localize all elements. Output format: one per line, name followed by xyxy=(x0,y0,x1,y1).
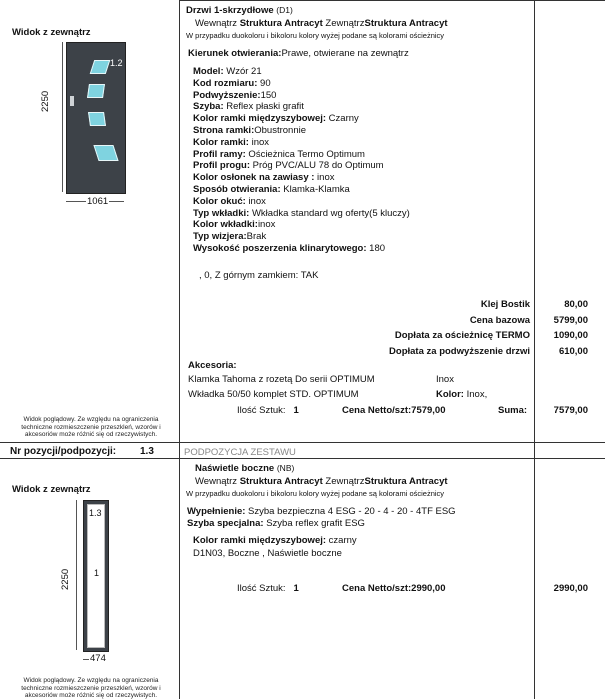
door-handle-icon xyxy=(70,96,74,106)
spec-row xyxy=(193,231,410,243)
spec-value: inox xyxy=(248,136,270,148)
price-label: Dopłata za podwyższenie drzwi xyxy=(389,345,530,357)
spec-value: Próg PVC/ALU 78 do Optimum xyxy=(250,160,384,172)
spec-value: inox xyxy=(245,195,266,207)
spec-value: Wzór 21 xyxy=(223,66,262,77)
pos1-sum-value: 7579,00 xyxy=(553,405,588,416)
pos1-preview-note: Widok poglądowy. Ze względu na ograniczenia techniczne rozmieszczenie przeszkleń, wzorów i akcesoriów może różnić się od rzeczywistych. xyxy=(21,416,161,438)
pos2-view-label: Widok z zewnątrz xyxy=(12,484,91,495)
spec-row xyxy=(193,219,410,231)
acc-item-1-color: Inox xyxy=(436,374,454,385)
spec-label: Wysokość poszerzenia klinarytowego: xyxy=(193,242,367,254)
spec-value: 150 xyxy=(260,89,277,101)
pos1-view-label: Widok z zewnątrz xyxy=(12,27,91,38)
panel-height-label: 2250 xyxy=(60,568,71,590)
col-divider-right xyxy=(534,0,535,699)
pos2-net-price: Cena Netto/szt:2990,00 xyxy=(342,583,446,594)
acc-item-2-name: Wkładka 50/50 komplet STD. OPTIMUM xyxy=(188,389,359,400)
pos1-pricing-values xyxy=(536,297,588,359)
panel-width-label: 474 xyxy=(90,653,106,664)
spec-label: Podwyższenie: xyxy=(193,89,261,101)
spec-label: Kolor ramki: xyxy=(193,136,249,148)
spec-row xyxy=(193,66,410,78)
spec-label: Sposób otwierania: xyxy=(193,183,281,195)
spec-row xyxy=(193,149,410,161)
spec-value: Ościeżnica Termo Optimum xyxy=(245,148,365,160)
col-divider-left xyxy=(179,0,180,699)
spec-label: Kolor ramki międzyszybowej: xyxy=(193,113,327,125)
pos1-sum-label: Suma: xyxy=(498,405,528,416)
price-label: Cena bazowa xyxy=(469,314,530,326)
spec-value: 90 xyxy=(257,77,271,89)
pos2-nr-label: Nr pozycji/podpozycji: xyxy=(10,446,117,457)
door-height-label: 2250 xyxy=(40,90,51,112)
row-divider-2 xyxy=(0,458,605,459)
price-label: Dopłata za ościeżnicę TERMO xyxy=(394,330,530,341)
panel-mark: 1 xyxy=(94,568,100,578)
spec-label: Typ wkładki: xyxy=(193,207,250,219)
spec-row xyxy=(193,101,410,113)
acc-item-2-color: Kolor: Inox, xyxy=(436,389,488,400)
pos2-sub-label: PODPOZYCJA ZESTAWU xyxy=(184,447,296,458)
spec-value: Klamka-Klamka xyxy=(280,183,350,195)
pos2-preview-note: Widok poglądowy. Ze względu na ograniczenia techniczne rozmieszczenie przeszkleń, wzorów i akcesoriów może różnić się od rzeczywistych. xyxy=(21,677,161,699)
pos1-accessories-title: Akcesoria: xyxy=(188,360,237,371)
spec-value: Wkładka standard wg oferty(5 kluczy) xyxy=(249,207,410,219)
spec-label: Profil ramy: xyxy=(193,148,246,160)
spec-label: Kolor osłonek na zawiasy : xyxy=(193,172,315,184)
pos1-structure: Wewnątrz Struktura Antracyt ZewnątrzStruktura Antracyt xyxy=(195,18,448,29)
spec-label: Model: xyxy=(193,66,224,77)
price-value: 1090,00 xyxy=(553,330,588,341)
spec-label: Typ wizjera: xyxy=(193,231,247,243)
price-label: Klej Bostik xyxy=(480,299,530,310)
spec-label: Kolor wkładki: xyxy=(193,219,258,231)
pos2-title: Naświetle boczne (NB) xyxy=(195,463,295,474)
pos1-pricing-labels xyxy=(330,297,530,359)
spec-value: inox xyxy=(314,172,335,184)
height-dimension-line xyxy=(62,42,63,192)
spec-label: Profil progu: xyxy=(193,160,250,172)
spec-label: Szyba: xyxy=(193,101,224,113)
spec-value: Czarny xyxy=(326,113,359,125)
spec-value: 180 xyxy=(366,242,386,254)
glass-pane-icon xyxy=(87,84,105,98)
pos1-structure-note: W przypadku duokoloru i bikoloru kolory wyżej podane są kolorami ościeżnicy xyxy=(186,31,445,40)
spec-value: Brak xyxy=(246,231,267,243)
spec-value: Reflex płaski grafit xyxy=(223,101,304,113)
pos2-special-glass: Szyba specjalna: Szyba reflex grafit ESG xyxy=(187,518,365,529)
spec-value: Obustronnie xyxy=(254,124,307,136)
pos1-direction: Kierunek otwierania:Prawe, otwierane na zewnątrz xyxy=(188,48,409,59)
price-value: 5799,00 xyxy=(553,314,588,326)
row-divider-1 xyxy=(0,442,605,443)
panel-height-line xyxy=(76,500,77,650)
spec-row xyxy=(193,125,410,137)
spec-row xyxy=(193,78,410,90)
spec-row xyxy=(193,243,410,255)
border-top xyxy=(179,0,605,1)
pos1-spec-extra: , 0, Z górnym zamkiem: TAK xyxy=(199,270,319,281)
panel-tag: 1.3 xyxy=(89,508,102,518)
pos1-net-price: Cena Netto/szt:7579,00 xyxy=(342,405,446,416)
spec-row xyxy=(193,137,410,149)
pos2-sum-value: 2990,00 xyxy=(553,583,588,594)
pos2-qty: Ilość Sztuk: 1 xyxy=(237,583,299,594)
spec-row xyxy=(193,172,410,184)
door-width-label: 1061 xyxy=(87,196,109,207)
spec-row xyxy=(193,160,410,172)
spec-row xyxy=(193,113,410,125)
pos1-title: Drzwi 1-skrzydłowe (D1) xyxy=(186,5,293,16)
pos1-qty: Ilość Sztuk: 1 xyxy=(237,405,299,416)
spec-label: Kod rozmiaru: xyxy=(193,77,258,89)
pos1-spec-list xyxy=(193,66,410,255)
price-value: 80,00 xyxy=(564,299,588,310)
spec-value: inox xyxy=(257,219,276,231)
spec-row xyxy=(193,90,410,102)
pos2-frame-color: Kolor ramki międzyszybowej: czarny xyxy=(193,535,357,546)
spec-row xyxy=(193,196,410,208)
pos2-frame-extra: D1N03, Boczne , Naświetle boczne xyxy=(193,548,342,559)
price-value: 610,00 xyxy=(558,345,588,357)
pos2-fill: Wypełnienie: Szyba bezpieczna 4 ESG - 20 - 4 - 20 - 4TF ESG xyxy=(187,506,456,517)
spec-label: Kolor okuć: xyxy=(193,195,246,207)
pos2-nr-value: 1.3 xyxy=(140,446,154,457)
spec-row xyxy=(193,184,410,196)
pos2-structure-note: W przypadku duokoloru i bikoloru kolory wyżej podane są kolorami ościeżnicy xyxy=(186,489,445,498)
glass-pane-icon xyxy=(88,112,106,126)
acc-item-1-name: Klamka Tahoma z rozetą Do serii OPTIMUM xyxy=(188,374,375,385)
spec-row xyxy=(193,208,410,220)
spec-label: Strona ramki: xyxy=(193,124,255,136)
door-tag: 1.2 xyxy=(110,58,123,68)
pos2-structure: Wewnątrz Struktura Antracyt ZewnątrzStruktura Antracyt xyxy=(195,476,448,487)
